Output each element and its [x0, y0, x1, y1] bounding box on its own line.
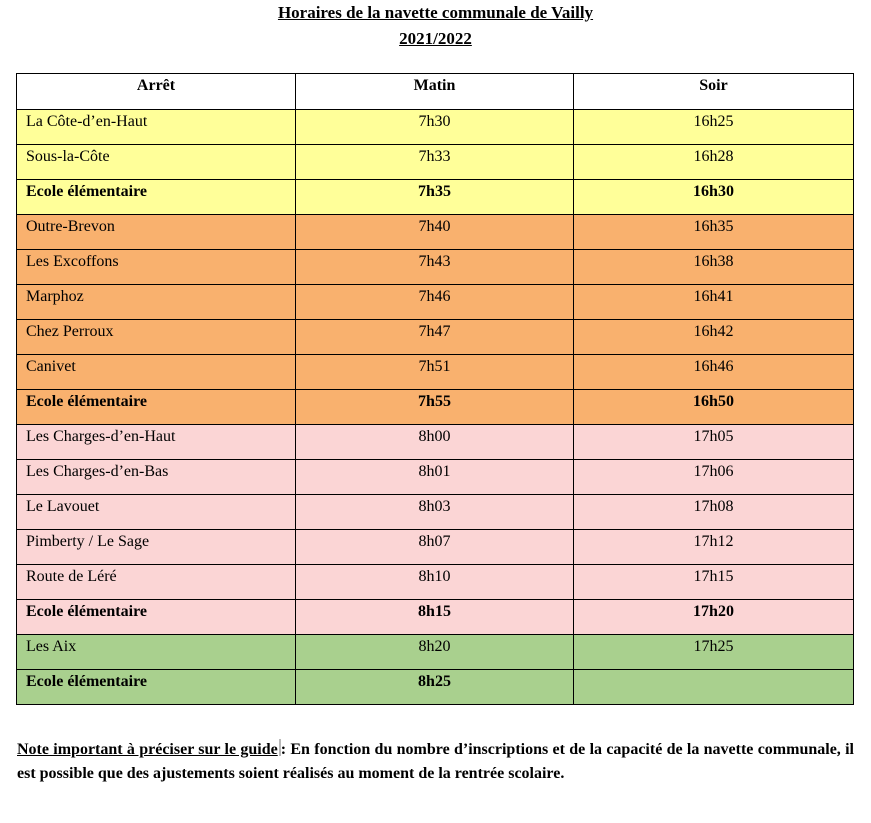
morning-time-cell: 8h07	[296, 530, 574, 565]
table-row	[17, 250, 854, 285]
table-row	[17, 635, 854, 670]
stop-cell: Ecole élémentaire	[17, 600, 296, 635]
evening-time-cell: 16h28	[574, 145, 854, 180]
table-row	[17, 145, 854, 180]
morning-time-cell: 7h33	[296, 145, 574, 180]
important-note	[17, 738, 854, 786]
morning-time-cell: 7h43	[296, 250, 574, 285]
table-row	[17, 215, 854, 250]
schedule-body	[17, 110, 854, 705]
stop-cell: Les Charges-d’en-Bas	[17, 460, 296, 495]
morning-time-cell: 7h51	[296, 355, 574, 390]
evening-time-cell: 16h50	[574, 390, 854, 425]
table-row	[17, 565, 854, 600]
morning-time-cell: 7h47	[296, 320, 574, 355]
table-row	[17, 425, 854, 460]
evening-time-cell: 17h12	[574, 530, 854, 565]
evening-time-cell: 17h15	[574, 565, 854, 600]
evening-time-cell: 16h42	[574, 320, 854, 355]
evening-time-cell: 17h05	[574, 425, 854, 460]
stop-cell: La Côte-d’en-Haut	[17, 110, 296, 145]
column-header-stop: Arrêt	[17, 74, 296, 110]
evening-time-cell: 16h46	[574, 355, 854, 390]
morning-time-cell: 7h30	[296, 110, 574, 145]
evening-time-cell: 17h08	[574, 495, 854, 530]
stop-cell: Les Excoffons	[17, 250, 296, 285]
stop-cell: Le Lavouet	[17, 495, 296, 530]
stop-cell: Pimberty / Le Sage	[17, 530, 296, 565]
morning-time-cell: 7h55	[296, 390, 574, 425]
evening-time-cell: 17h25	[574, 635, 854, 670]
stop-cell: Ecole élémentaire	[17, 390, 296, 425]
table-row	[17, 180, 854, 215]
table-row	[17, 670, 854, 705]
evening-time-cell: 16h38	[574, 250, 854, 285]
table-row	[17, 460, 854, 495]
page-title: Horaires de la navette communale de Vailly	[277, 3, 594, 22]
stop-cell: Les Aix	[17, 635, 296, 670]
stop-cell: Sous-la-Côte	[17, 145, 296, 180]
morning-time-cell: 7h40	[296, 215, 574, 250]
stop-cell: Chez Perroux	[17, 320, 296, 355]
stop-cell: Route de Léré	[17, 565, 296, 600]
stop-cell: Outre-Brevon	[17, 215, 296, 250]
morning-time-cell: 8h15	[296, 600, 574, 635]
evening-time-cell: 17h20	[574, 600, 854, 635]
table-row	[17, 320, 854, 355]
note-lead: Note important à préciser sur le guide	[17, 741, 278, 758]
evening-time-cell: 16h41	[574, 285, 854, 320]
table-row	[17, 390, 854, 425]
morning-time-cell: 8h25	[296, 670, 574, 705]
table-row	[17, 600, 854, 635]
table-row	[17, 355, 854, 390]
stop-cell: Canivet	[17, 355, 296, 390]
schedule-table	[16, 73, 854, 705]
header-row	[17, 74, 854, 110]
morning-time-cell: 8h20	[296, 635, 574, 670]
morning-time-cell: 8h00	[296, 425, 574, 460]
table-row	[17, 495, 854, 530]
stop-cell: Marphoz	[17, 285, 296, 320]
morning-time-cell: 8h10	[296, 565, 574, 600]
evening-time-cell: 16h30	[574, 180, 854, 215]
morning-time-cell: 7h46	[296, 285, 574, 320]
evening-time-cell: 16h35	[574, 215, 854, 250]
column-header-evening: Soir	[574, 74, 854, 110]
school-year: 2021/2022	[399, 29, 472, 48]
morning-time-cell: 8h01	[296, 460, 574, 495]
stop-cell: Ecole élémentaire	[17, 180, 296, 215]
evening-time-cell	[574, 670, 854, 705]
table-row	[17, 110, 854, 145]
column-header-morning: Matin	[296, 74, 574, 110]
stop-cell: Ecole élémentaire	[17, 670, 296, 705]
stop-cell: Les Charges-d’en-Haut	[17, 425, 296, 460]
evening-time-cell: 17h06	[574, 460, 854, 495]
table-row	[17, 285, 854, 320]
evening-time-cell: 16h25	[574, 110, 854, 145]
note-body: : En fonction du nombre d’inscriptions et de la capacité de la navette communale, il est possible que des ajustements soient réalisés au moment de la rentrée scolaire.	[17, 741, 854, 782]
morning-time-cell: 8h03	[296, 495, 574, 530]
table-row	[17, 530, 854, 565]
morning-time-cell: 7h35	[296, 180, 574, 215]
